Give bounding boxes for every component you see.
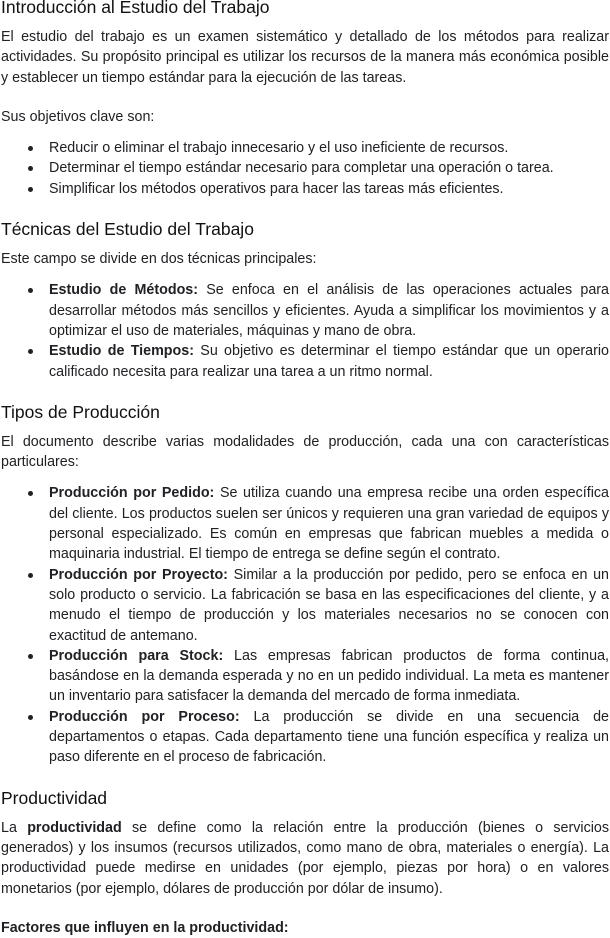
list-item xyxy=(49,280,609,341)
list-item-text: Se utiliza cuando una empresa recibe una orden específica del cliente. Los productos suelen ser únicos y requieren una gran variedad de equipos y personal especializado. Es común en empresas que fabrican muebles a medida o maquinaria industrial. El tiempo de entrega se define según el contrato. xyxy=(49,485,609,563)
list-item: Simplificar los métodos operativos para hacer las tareas más eficientes. xyxy=(49,179,609,199)
list-item: Reducir o eliminar el trabajo innecesario y el uso ineficiente de recursos. xyxy=(49,138,609,158)
list-item xyxy=(49,483,609,564)
list-item-text: Similar a la producción por pedido, pero se enfoca en un solo producto o servicio. La fabricación se basa en las especificaciones del cliente, y a menudo el tiempo de producción y los materiales necesarios no se conocen con exactitud de antemano. xyxy=(49,566,609,644)
list-item-text: La producción se divide en una secuencia de departamentos o etapas. Cada departamento tiene una función específica y realiza un paso diferente en el proceso de fabricación. xyxy=(49,708,609,766)
list-item: Determinar el tiempo estándar necesario para completar una operación o tarea. xyxy=(49,158,609,178)
factors-subtitle: Factores que influyen en la productividad: xyxy=(1,919,289,936)
list-item xyxy=(49,565,609,646)
list-item-text: Su objetivo es determinar el tiempo estándar que un operario calificado necesita para realizar una tarea a un ritmo normal. xyxy=(49,343,609,380)
section-title-techniques: Técnicas del Estudio del Trabajo xyxy=(1,219,254,240)
list-item-term: Producción para Stock: xyxy=(49,647,224,664)
production-lead: El documento describe varias modalidades de producción, cada una con características particulares: xyxy=(1,433,609,471)
section-title-productivity: Productividad xyxy=(1,787,108,808)
list-item-text: Se enfoca en el análisis de las operaciones actuales para desarrollar métodos más sencillos y eficientes. Ayuda a simplificar los movimientos y a optimizar el uso de materiales, máquinas y mano de obra. xyxy=(49,282,609,339)
objectives-lead: Sus objetivos clave son: xyxy=(1,108,155,125)
list-item xyxy=(49,707,609,768)
productivity-term: productividad xyxy=(27,819,122,836)
production-list xyxy=(1,483,609,767)
list-item-term: Producción por Proyecto: xyxy=(49,566,228,583)
productivity-text-rest: se define como la relación entre la producción (bienes o servicios generados) y los insumos (recursos utilizados, como mano de obra, materiales o energía). La productividad puede medirse en unidades (por ejemplo, piezas por hora) o en valores monetarios (por ejemplo, dólares de producción por dólar de insumo). xyxy=(1,819,610,897)
list-item-text: Las empresas fabrican productos de forma continua, basándose en la demanda esperada y no en un pedido individual. La meta es mantener un inventario para satisfacer la demanda del mercado de forma inmediata. xyxy=(49,647,609,705)
techniques-lead: Este campo se divide en dos técnicas principales: xyxy=(1,251,317,268)
list-item xyxy=(49,341,609,382)
section-title-intro: Introducción al Estudio del Trabajo xyxy=(1,0,270,17)
productivity-paragraph xyxy=(1,818,609,899)
list-item-term: Estudio de Tiempos: xyxy=(49,343,194,360)
objectives-list xyxy=(1,138,609,199)
list-item xyxy=(49,646,609,707)
productivity-text-start: La xyxy=(1,819,28,836)
intro-paragraph: El estudio del trabajo es un examen sistemático y detallado de los métodos para realizar actividades. Su propósito principal es utilizar los recursos de la manera más económica posible y establecer un tiempo estándar para la ejecución de las tareas. xyxy=(1,29,609,86)
list-item-term: Estudio de Métodos: xyxy=(49,282,199,299)
list-item-term: Producción por Proceso: xyxy=(49,708,240,725)
list-item-term: Producción por Pedido: xyxy=(49,485,215,502)
techniques-list xyxy=(1,280,609,381)
section-title-production: Tipos de Producción xyxy=(1,401,160,422)
